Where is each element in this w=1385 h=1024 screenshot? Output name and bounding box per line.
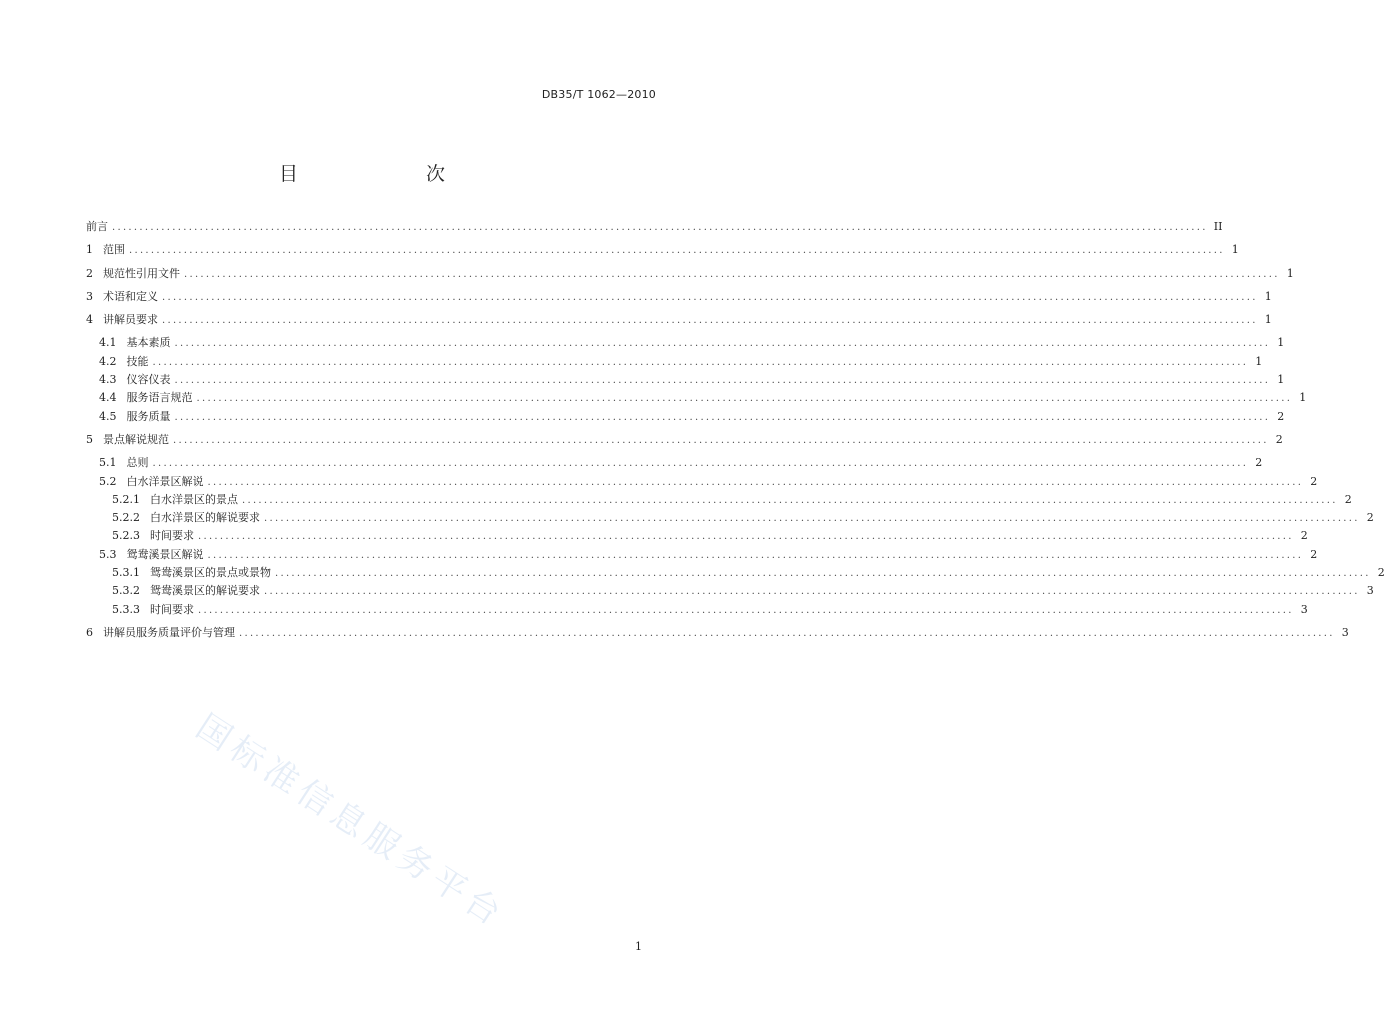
toc-entry-label: 讲解员要求 <box>103 313 158 327</box>
toc-entry[interactable] <box>86 582 1374 600</box>
toc-entry-page: 1 <box>1299 391 1307 405</box>
standard-code: DB35/T 1062—2010 <box>541 88 656 101</box>
toc-entry[interactable] <box>86 431 1283 449</box>
table-of-contents <box>86 218 1385 642</box>
toc-entry[interactable] <box>86 334 1285 352</box>
toc-entry-label: 服务质量 <box>126 409 171 423</box>
dot-leader: ........................................................................................................................................................................................................ <box>207 549 1304 561</box>
toc-entry-label: 技能 <box>126 354 149 368</box>
toc-entry-number: 1 <box>86 243 93 257</box>
toc-entry[interactable] <box>86 265 1294 283</box>
toc-entry-page: 3 <box>1300 602 1308 616</box>
dot-leader: ........................................................................................................................................................................................................ <box>198 531 1294 543</box>
toc-entry-label: 鸳鸯溪景区解说 <box>126 547 204 561</box>
dot-leader: ........................................................................................................................................................................................................ <box>152 356 1249 368</box>
toc-entry[interactable] <box>86 218 1223 236</box>
toc-entry[interactable] <box>86 241 1239 259</box>
toc-entry-page: 1 <box>1264 289 1272 303</box>
toc-entry[interactable] <box>86 564 1385 582</box>
toc-entry-page: 3 <box>1366 584 1374 598</box>
toc-entry-page: 1 <box>1286 266 1294 280</box>
toc-entry[interactable] <box>86 527 1308 545</box>
toc-entry[interactable] <box>86 288 1272 306</box>
toc-entry-label: 时间要求 <box>150 529 194 543</box>
toc-entry[interactable] <box>86 473 1318 491</box>
toc-entry-label: 白水洋景区的景点 <box>150 492 238 506</box>
toc-entry[interactable] <box>86 491 1352 509</box>
toc-entry-number: 4 <box>86 313 93 327</box>
toc-entry[interactable] <box>86 601 1308 619</box>
toc-entry[interactable] <box>86 311 1272 329</box>
toc-entry-page: 1 <box>1277 373 1285 387</box>
toc-entry-label: 基本素质 <box>126 336 171 350</box>
toc-entry-number: 前言 <box>86 220 108 233</box>
toc-entry-page: 3 <box>1341 625 1349 639</box>
watermark: 国标准信息服务平台 <box>188 706 513 937</box>
toc-entry-page: 2 <box>1255 456 1263 470</box>
toc-entry-label: 讲解员服务质量评价与管理 <box>103 625 235 639</box>
toc-entry-number: 4.4 <box>99 391 117 405</box>
toc-entry-page: 2 <box>1377 566 1385 580</box>
toc-entry-number: 5.3.1 <box>112 566 140 580</box>
toc-entry[interactable] <box>86 546 1318 564</box>
toc-entry-number: 5.2.2 <box>112 511 140 525</box>
dot-leader: ........................................................................................................................................................................................................ <box>173 434 1269 446</box>
toc-entry[interactable] <box>86 371 1285 389</box>
dot-leader: ........................................................................................................................................................................................................ <box>184 268 1280 280</box>
toc-entry-page: 2 <box>1300 529 1308 543</box>
toc-entry-number: 5 <box>86 432 93 446</box>
toc-entry-number: 4.5 <box>99 409 117 423</box>
toc-entry[interactable] <box>86 353 1263 371</box>
dot-leader: ........................................................................................................................................................................................................ <box>198 604 1294 616</box>
toc-entry[interactable] <box>86 389 1307 407</box>
toc-entry-number: 2 <box>86 266 93 280</box>
toc-entry-label: 鸳鸯溪景区的景点或景物 <box>150 566 271 580</box>
toc-entry-page: 2 <box>1277 409 1285 423</box>
toc-entry-page: 2 <box>1366 511 1374 525</box>
toc-entry-page: 2 <box>1344 492 1352 506</box>
page-title: 目 次 <box>278 163 475 185</box>
dot-leader: ........................................................................................................................................................................................................ <box>264 586 1360 598</box>
dot-leader: ........................................................................................................................................................................................................ <box>162 291 1258 303</box>
toc-entry-number: 6 <box>86 625 93 639</box>
dot-leader: ........................................................................................................................................................................................................ <box>129 245 1225 257</box>
toc-entry-number: 4.1 <box>99 336 117 350</box>
toc-entry[interactable] <box>86 624 1349 642</box>
dot-leader: ........................................................................................................................................................................................................ <box>196 393 1293 405</box>
toc-entry-label: 服务语言规范 <box>126 391 193 405</box>
dot-leader: ........................................................................................................................................................................................................ <box>275 568 1371 580</box>
dot-leader: ........................................................................................................................................................................................................ <box>242 494 1338 506</box>
toc-entry[interactable] <box>86 454 1263 472</box>
dot-leader: ........................................................................................................................................................................................................ <box>174 338 1271 350</box>
toc-entry-number: 5.3.2 <box>112 584 140 598</box>
toc-entry-number: 5.3.3 <box>112 602 140 616</box>
toc-entry-number: 5.3 <box>99 547 117 561</box>
toc-entry-number: 5.2.1 <box>112 492 140 506</box>
toc-entry-number: 5.1 <box>99 456 117 470</box>
toc-entry-page: II <box>1213 220 1223 233</box>
toc-entry-page: 2 <box>1310 547 1318 561</box>
toc-entry-label: 鸳鸯溪景区的解说要求 <box>150 584 260 598</box>
toc-entry-page: 1 <box>1277 336 1285 350</box>
dot-leader: ........................................................................................................................................................................................................ <box>162 315 1258 327</box>
dot-leader: ........................................................................................................................................................................................................ <box>174 411 1271 423</box>
toc-entry[interactable] <box>86 408 1285 426</box>
dot-leader: ........................................................................................................................................................................................................ <box>207 476 1304 488</box>
toc-entry-number: 4.2 <box>99 354 117 368</box>
toc-entry-number: 5.2 <box>99 474 117 488</box>
toc-entry-label: 总则 <box>126 456 149 470</box>
toc-entry-number: 3 <box>86 289 93 303</box>
dot-leader: ........................................................................................................................................................................................................ <box>264 513 1360 525</box>
toc-entry-label: 景点解说规范 <box>103 432 169 446</box>
page-number: 1 <box>635 940 642 953</box>
toc-entry-label: 术语和定义 <box>103 289 158 303</box>
toc-entry-label: 白水洋景区解说 <box>126 474 204 488</box>
toc-entry-label: 范围 <box>103 243 125 257</box>
toc-entry-label: 时间要求 <box>150 602 194 616</box>
toc-entry-page: 2 <box>1275 432 1283 446</box>
toc-entry-label: 规范性引用文件 <box>103 266 180 280</box>
toc-entry-label: 白水洋景区的解说要求 <box>150 511 260 525</box>
toc-entry-page: 1 <box>1231 243 1239 257</box>
toc-entry-page: 2 <box>1310 474 1318 488</box>
toc-entry[interactable] <box>86 509 1374 527</box>
toc-entry-number: 4.3 <box>99 373 117 387</box>
toc-entry-number: 5.2.3 <box>112 529 140 543</box>
dot-leader: ........................................................................................................................................................................................................ <box>239 627 1335 639</box>
toc-entry-label: 仪容仪表 <box>126 373 171 387</box>
dot-leader: ........................................................................................................................................................................................................ <box>112 222 1208 233</box>
dot-leader: ........................................................................................................................................................................................................ <box>152 458 1249 470</box>
toc-entry-page: 1 <box>1255 354 1263 368</box>
toc-entry-page: 1 <box>1264 313 1272 327</box>
dot-leader: ........................................................................................................................................................................................................ <box>174 375 1271 387</box>
